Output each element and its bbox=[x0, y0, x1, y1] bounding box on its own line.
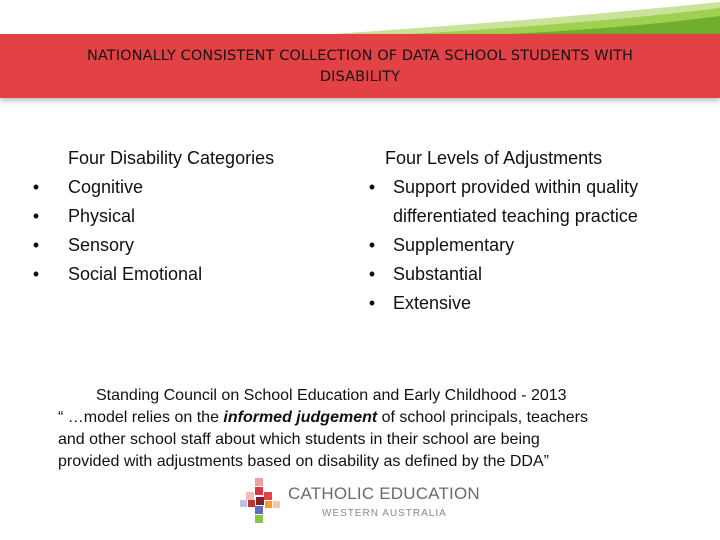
disability-categories-list bbox=[28, 173, 348, 289]
list-item-label: Cognitive bbox=[68, 177, 144, 197]
list-item-label: Supplementary bbox=[393, 235, 515, 255]
page-title bbox=[40, 46, 680, 88]
bullet-icon: • bbox=[368, 264, 376, 284]
cross-mosaic-icon bbox=[240, 478, 280, 524]
list-item-label: Physical bbox=[68, 206, 136, 226]
list-item bbox=[363, 260, 703, 289]
list-item bbox=[363, 173, 703, 231]
bullet-icon: • bbox=[32, 264, 40, 284]
list-item-label-continued: differentiated teaching practice bbox=[393, 206, 638, 226]
adjustment-levels-list bbox=[363, 173, 703, 318]
list-item bbox=[28, 173, 348, 202]
adjustment-levels-heading: Four Levels of Adjustments bbox=[385, 148, 603, 168]
page-title-line-1: NATIONALLY CONSISTENT COLLECTION OF DATA SCHOOL STUDENTS WITH bbox=[86, 48, 634, 64]
bullet-icon: • bbox=[368, 293, 376, 313]
bullet-icon: • bbox=[32, 206, 40, 226]
disability-categories-heading: Four Disability Categories bbox=[68, 148, 275, 168]
catholic-education-logo bbox=[240, 478, 490, 528]
list-item bbox=[28, 260, 348, 289]
bullet-icon: • bbox=[368, 177, 376, 197]
list-item-label: Social Emotional bbox=[68, 264, 203, 284]
bullet-icon: • bbox=[32, 177, 40, 197]
list-item-label: Extensive bbox=[393, 293, 472, 313]
list-item bbox=[28, 231, 348, 260]
adjustment-levels-section bbox=[363, 144, 703, 318]
list-item-label: Substantial bbox=[393, 264, 483, 284]
disability-categories-section bbox=[28, 144, 348, 289]
logo-name: CATHOLIC EDUCATION bbox=[288, 484, 480, 503]
list-item bbox=[363, 289, 703, 318]
list-item bbox=[363, 231, 703, 260]
quote-source: Standing Council on School Education and Early Childhood - 2013 bbox=[96, 387, 567, 404]
quote-line-3: provided with adjustments based on disability as defined by the DDA” bbox=[58, 453, 549, 470]
quote-line-1-start: “ …model relies on the bbox=[58, 409, 224, 426]
list-item-label: Support provided within quality bbox=[393, 177, 639, 197]
bullet-icon: • bbox=[32, 235, 40, 255]
quote-emphasis: informed judgement bbox=[223, 409, 378, 426]
bullet-icon: • bbox=[368, 235, 376, 255]
quote-text bbox=[58, 407, 678, 473]
quote-line-1 bbox=[58, 407, 678, 429]
quote-line-1-end: of school principals, teachers bbox=[377, 409, 588, 426]
page-title-line-2: DISABILITY bbox=[319, 69, 401, 85]
logo-subtitle: WESTERN AUSTRALIA bbox=[322, 508, 447, 519]
quote-line-2: and other school staff about which students in their school are being bbox=[58, 431, 540, 448]
list-item bbox=[28, 202, 348, 231]
list-item-label: Sensory bbox=[68, 235, 135, 255]
